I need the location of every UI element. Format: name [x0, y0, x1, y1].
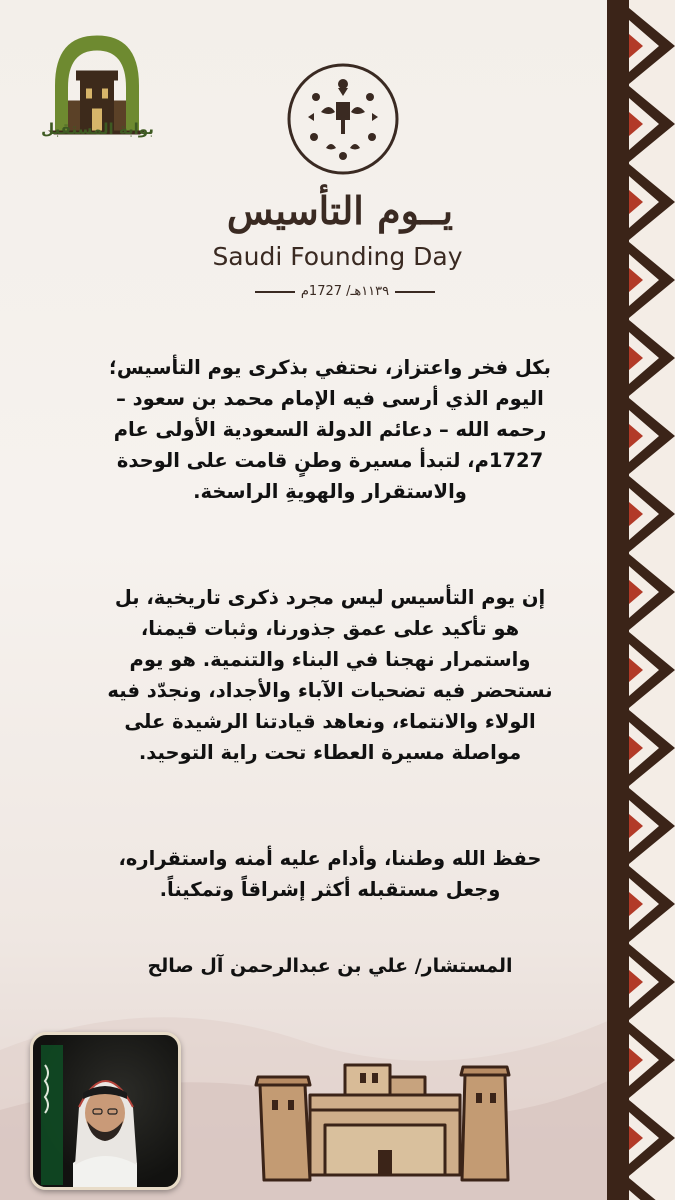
date-line — [220, 284, 470, 299]
paragraph-1: بكل فخر واعتزاز، نحتفي بذكرى يوم التأسيس؛ اليوم الذي أرسى فيه الإمام محمد بن سعود – رحمه الله – دعائم الدولة السعودية الأولى عام 1727م، لتبدأ مسيرة وطنٍ قامت على الوحدة والاستقرار والهويةِ الراسخة. — [109, 356, 551, 503]
date-rule-left — [255, 291, 295, 293]
portrait-photo — [30, 1032, 181, 1190]
founding-day-emblem-icon — [286, 62, 400, 176]
paragraph-3: حفظ الله وطننا، وأدام عليه أمنه واستقراره، وجعل مستقبله أكثر إشراقاً وتمكيناً. — [118, 847, 542, 901]
title-english: Saudi Founding Day — [212, 242, 463, 271]
sadu-border-pattern — [607, 0, 675, 1200]
paragraph-2: إن يوم التأسيس ليس مجرد ذكرى تاريخية، بل هو تأكيد على عمق جذورنا، وثبات قيمنا، واستمرار نهجنا في البناء والتنمية. هو يوم نستحضر فيه تضحيات الآباء والأجداد، ونجدّد فيه الولاء والانتماء، ونعاهد قيادتنا الرشيدة على مواصلة مسيرة العطاء تحت راية التوحيد. — [107, 586, 553, 764]
title-arabic: يــوم التأسيس — [226, 188, 454, 233]
signature: المستشار/ علي بن عبدالرحمن آل صالح — [147, 955, 513, 977]
fort-illustration-icon — [250, 1055, 520, 1185]
logo-text: بوابة المستقبل — [41, 120, 154, 138]
date-text: ١١٣٩هـ/ 1727م — [300, 284, 390, 299]
portrait-illustration — [33, 1035, 178, 1187]
date-rule-right — [395, 291, 435, 293]
